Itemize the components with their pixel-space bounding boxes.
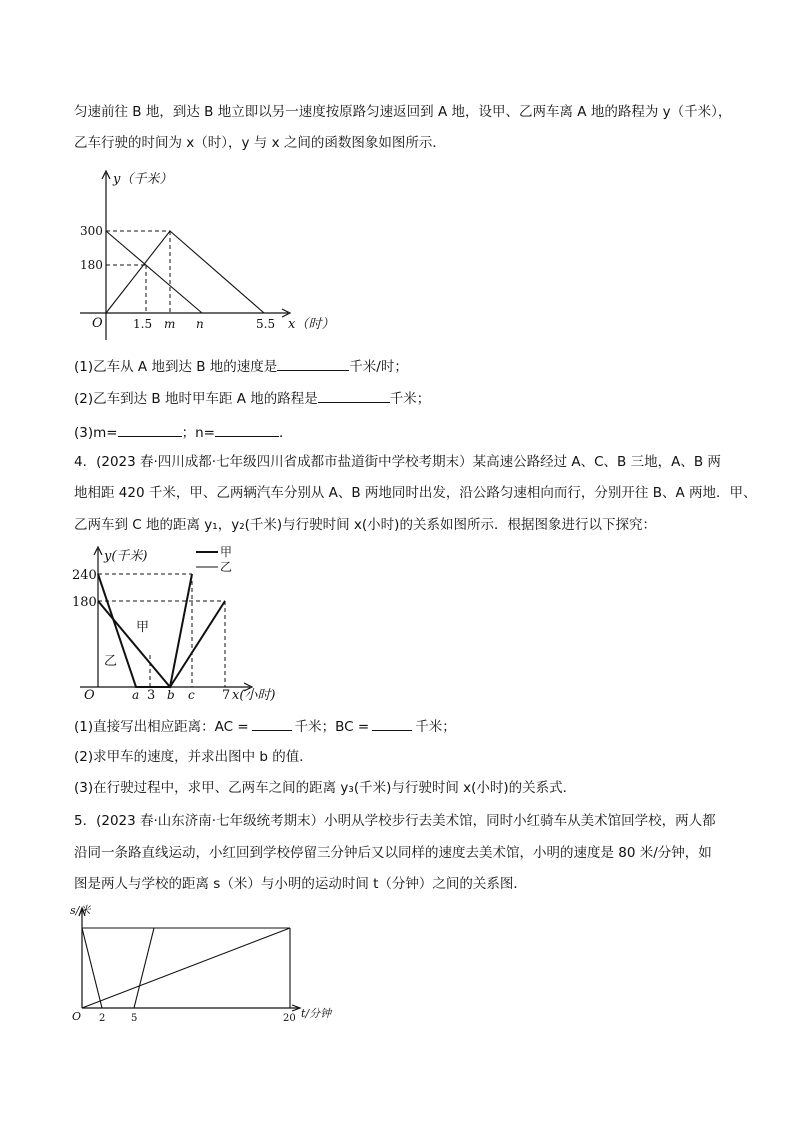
- graph2-line-yi: [98, 601, 225, 687]
- graph1-line-yi: [106, 231, 264, 313]
- graph3-xtick-20: 20: [283, 1013, 296, 1024]
- graph2-xtick-7: 7: [222, 688, 231, 703]
- q3-p2-blank[interactable]: [318, 388, 390, 403]
- graph3-xtick-5: 5: [131, 1013, 138, 1024]
- graph2-ytick-240: 240: [72, 568, 97, 583]
- graph1-xtick-1.5: 1.5: [133, 317, 153, 331]
- graph1-y-label: y（千米）: [113, 172, 173, 187]
- q3-p2-after: 千米；: [389, 391, 431, 407]
- q4-part-3: (3)在行驶过程中，求甲、乙两车之间的距离 y₃(千米)与行驶时间 x(小时)的关系式．: [74, 780, 577, 796]
- graph2-label-yi: 乙: [104, 654, 118, 669]
- graph-2: [70, 543, 310, 703]
- q4-line-2: 地相距 420 千米，甲、乙两辆汽车分别从 A、B 两地同时出发，沿公路匀速相向而行，分别开往 B、A 两地．甲、: [74, 485, 757, 501]
- q3-p3-m: (3)m=: [74, 425, 118, 441]
- q4-p1-mid: 千米；BC =: [294, 719, 370, 735]
- graph2-xtick-a: a: [132, 688, 140, 702]
- graph3-x-label: t/分钟: [301, 1007, 332, 1020]
- graph3-xtick-2: 2: [99, 1013, 106, 1024]
- graph2-xtick-b: b: [167, 688, 175, 702]
- graph3-origin: O: [72, 1010, 82, 1023]
- q4-ac-blank[interactable]: [252, 716, 292, 731]
- q3-p1-blank[interactable]: [277, 356, 349, 371]
- graph2-y-label: y(千米): [104, 549, 148, 564]
- q3-p3-mid: ；n=: [181, 425, 215, 441]
- q3-m-blank[interactable]: [118, 422, 182, 437]
- graph1-ytick-180: 180: [80, 258, 103, 272]
- graph3-line-xiaohong-2: [134, 928, 154, 1008]
- graph1-xtick-m: m: [164, 317, 176, 331]
- intro-line-1: 匀速前往 B 地，到达 B 地立即以另一速度按原路匀速返回到 A 地，设甲、乙两车离 A 地的路程为 y（千米），: [74, 104, 732, 120]
- graph1-line-jia: [106, 231, 202, 313]
- q3-p2-before: (2)乙车到达 B 地时甲车距 A 地的路程是: [74, 391, 318, 407]
- q4-p1-before: (1)直接写出相应距离：AC =: [74, 719, 249, 735]
- q4-part-2: (2)求甲车的速度，并求出图中 b 的值．: [74, 749, 313, 765]
- graph1-xtick-n: n: [196, 317, 204, 331]
- q4-part-1: [74, 716, 456, 736]
- graph3-y-label: s/米: [70, 904, 91, 917]
- q3-p1-before: (1)乙车从 A 地到达 B 地的速度是: [74, 359, 278, 375]
- q3-part-2: [74, 388, 430, 408]
- graph1-xtick-5.5: 5.5: [256, 317, 276, 331]
- graph2-xtick-c: c: [188, 688, 195, 702]
- graph1-x-label: x（时）: [288, 317, 335, 332]
- q3-n-blank[interactable]: [215, 422, 279, 437]
- graph3-line-xiaoming: [82, 928, 290, 1008]
- q4-p1-after: 千米；: [415, 719, 456, 735]
- q3-part-1: [74, 356, 408, 376]
- graph3-line-xiaohong-1: [82, 928, 102, 1008]
- graph-1: [70, 165, 350, 350]
- graph1-ytick-300: 300: [80, 224, 103, 238]
- q3-p1-after: 千米/时；: [349, 359, 408, 375]
- graph2-legend-jia: 甲: [220, 545, 233, 559]
- graph-3: [70, 900, 340, 1030]
- q3-p3-end: ．: [278, 425, 293, 441]
- graph2-ytick-180: 180: [72, 595, 97, 610]
- q4-bc-blank[interactable]: [372, 716, 412, 731]
- graph2-label-jia: 甲: [136, 620, 150, 635]
- graph2-origin: O: [84, 688, 95, 703]
- q4-line-1: 4．(2023 春·四川成都·七年级四川省成都市盐道街中学校考期末）某高速公路经过 A、C、B 三地，A、B 两: [74, 454, 721, 470]
- q5-line-1: 5．(2023 春·山东济南·七年级统考期末）小明从学校步行去美术馆，同时小红骑车从美术馆回学校，两人都: [74, 813, 716, 829]
- graph2-xtick-3: 3: [147, 688, 156, 703]
- graph1-origin: O: [92, 316, 103, 331]
- q5-line-3: 图是两人与学校的距离 s（米）与小明的运动时间 t（分钟）之间的关系图．: [74, 876, 527, 892]
- graph2-legend-yi: 乙: [220, 560, 233, 574]
- q3-part-3: [74, 422, 292, 442]
- graph2-x-label: x(小时): [232, 688, 276, 703]
- q4-line-3: 乙两车到 C 地的距离 y₁，y₂(千米)与行驶时间 x(小时)的关系如图所示．根据图象进行以下探究：: [74, 517, 656, 533]
- q5-line-2: 沿同一条路直线运动，小红回到学校停留三分钟后又以同样的速度去美术馆，小明的速度是 80 米/分钟，如: [74, 845, 712, 861]
- intro-line-2: 乙车行驶的时间为 x（时），y 与 x 之间的函数图象如图所示．: [74, 135, 446, 151]
